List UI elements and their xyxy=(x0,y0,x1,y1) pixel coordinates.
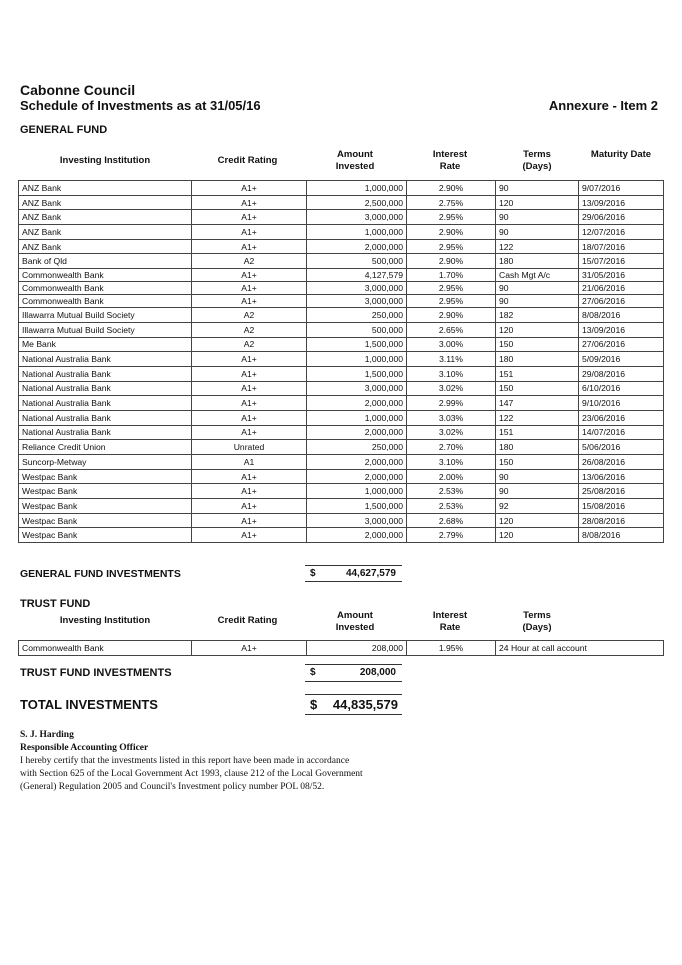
rating-cell: A1+ xyxy=(192,469,307,484)
trust-fund-heading: TRUST FUND xyxy=(20,598,91,610)
maturity-cell: 29/06/2016 xyxy=(579,210,664,225)
maturity-cell: 31/05/2016 xyxy=(579,269,664,282)
col-header-institution: Investing Institution xyxy=(59,155,151,166)
maturity-cell: 18/07/2016 xyxy=(579,239,664,254)
institution-cell: ANZ Bank xyxy=(19,195,192,210)
terms-cell: 182 xyxy=(496,308,579,323)
table-row xyxy=(19,513,664,528)
rating-cell: A1+ xyxy=(192,641,307,656)
rate-cell: 2.95% xyxy=(407,239,496,254)
terms-cell: 120 xyxy=(496,195,579,210)
terms-cell: 180 xyxy=(496,352,579,367)
institution-cell: ANZ Bank xyxy=(19,239,192,254)
amount-cell: 2,000,000 xyxy=(307,469,407,484)
rating-cell: A1+ xyxy=(192,425,307,440)
table-row xyxy=(19,181,664,196)
total-investments-currency: $ xyxy=(310,697,318,712)
rating-cell: A2 xyxy=(192,322,307,337)
rating-cell: A2 xyxy=(192,308,307,323)
maturity-cell: 5/09/2016 xyxy=(579,352,664,367)
institution-cell: National Australia Bank xyxy=(19,425,192,440)
trust-col-header-terms-line2: (Days) xyxy=(522,622,552,633)
maturity-cell: 26/08/2016 xyxy=(579,455,664,470)
amount-cell: 250,000 xyxy=(307,440,407,455)
rating-cell: A1+ xyxy=(192,366,307,381)
rate-cell: 2.99% xyxy=(407,396,496,411)
general-fund-total-label: GENERAL FUND INVESTMENTS xyxy=(20,568,181,580)
rate-cell: 3.02% xyxy=(407,425,496,440)
col-header-maturity: Maturity Date xyxy=(590,149,652,160)
institution-cell: ANZ Bank xyxy=(19,181,192,196)
rating-cell: A1+ xyxy=(192,269,307,282)
table-row xyxy=(19,641,664,656)
amount-cell: 3,000,000 xyxy=(307,295,407,308)
organisation-name: Cabonne Council xyxy=(20,82,136,98)
col-header-terms xyxy=(497,149,577,173)
rate-cell: 2.65% xyxy=(407,322,496,337)
col-header-rate-line2: Rate xyxy=(439,161,461,172)
signatory-name: S. J. Harding xyxy=(20,730,74,740)
trust-col-header-amount-line1: Amount xyxy=(337,610,373,621)
rate-cell: 3.03% xyxy=(407,410,496,425)
rate-cell: 2.90% xyxy=(407,254,496,269)
table-row xyxy=(19,195,664,210)
amount-cell: 1,000,000 xyxy=(307,484,407,499)
table-row xyxy=(19,239,664,254)
maturity-cell: 8/08/2016 xyxy=(579,528,664,543)
rating-cell: A1+ xyxy=(192,410,307,425)
table-row xyxy=(19,352,664,367)
institution-cell: Suncorp-Metway xyxy=(19,455,192,470)
rating-cell: A1+ xyxy=(192,210,307,225)
institution-cell: Commonwealth Bank xyxy=(19,282,192,295)
amount-cell: 1,000,000 xyxy=(307,352,407,367)
total-investments-label: TOTAL INVESTMENTS xyxy=(20,697,158,712)
terms-cell: 90 xyxy=(496,295,579,308)
terms-cell: 180 xyxy=(496,440,579,455)
terms-cell: 150 xyxy=(496,381,579,396)
maturity-cell: 27/06/2016 xyxy=(579,295,664,308)
annexure-label: Annexure - Item 2 xyxy=(548,98,658,113)
amount-cell: 4,127,579 xyxy=(307,269,407,282)
trust-col-header-terms-line1: Terms xyxy=(523,610,551,621)
table-row xyxy=(19,425,664,440)
amount-cell: 2,000,000 xyxy=(307,396,407,411)
table-row xyxy=(19,337,664,352)
rating-cell: A2 xyxy=(192,254,307,269)
terms-cell: 120 xyxy=(496,528,579,543)
terms-cell: 180 xyxy=(496,254,579,269)
general-fund-total-value: 44,627,579 xyxy=(345,568,396,579)
terms-cell: 90 xyxy=(496,225,579,240)
amount-cell: 2,500,000 xyxy=(307,195,407,210)
maturity-cell: 23/06/2016 xyxy=(579,410,664,425)
terms-cell: 24 Hour at call account xyxy=(496,641,664,656)
amount-cell: 3,000,000 xyxy=(307,282,407,295)
maturity-cell: 9/07/2016 xyxy=(579,181,664,196)
trust-col-header-terms xyxy=(497,610,577,634)
trust-col-header-rate-line1: Interest xyxy=(432,610,468,621)
maturity-cell: 13/09/2016 xyxy=(579,195,664,210)
maturity-cell: 25/08/2016 xyxy=(579,484,664,499)
rate-cell: 2.75% xyxy=(407,195,496,210)
institution-cell: Illawarra Mutual Build Society xyxy=(19,308,192,323)
certification-line-1: I hereby certify that the investments listed in this report have been made in accordance xyxy=(20,756,350,766)
amount-cell: 2,000,000 xyxy=(307,239,407,254)
rate-cell: 2.95% xyxy=(407,282,496,295)
rating-cell: A1+ xyxy=(192,396,307,411)
rate-cell: 2.00% xyxy=(407,469,496,484)
rate-cell: 1.70% xyxy=(407,269,496,282)
rate-cell: 3.10% xyxy=(407,455,496,470)
table-row xyxy=(19,528,664,543)
table-row xyxy=(19,455,664,470)
rating-cell: A2 xyxy=(192,337,307,352)
table-row xyxy=(19,499,664,514)
terms-cell: 90 xyxy=(496,484,579,499)
institution-cell: Westpac Bank xyxy=(19,484,192,499)
col-header-amount-line2: Invested xyxy=(335,161,375,172)
rate-cell: 2.90% xyxy=(407,308,496,323)
rate-cell: 2.95% xyxy=(407,295,496,308)
rate-cell: 3.02% xyxy=(407,381,496,396)
trust-col-header-institution: Investing Institution xyxy=(59,615,151,626)
table-row xyxy=(19,210,664,225)
maturity-cell: 6/10/2016 xyxy=(579,381,664,396)
institution-cell: Westpac Bank xyxy=(19,469,192,484)
amount-cell: 500,000 xyxy=(307,322,407,337)
table-row xyxy=(19,381,664,396)
maturity-cell: 21/06/2016 xyxy=(579,282,664,295)
terms-cell: Cash Mgt A/c xyxy=(496,269,579,282)
rate-cell: 2.53% xyxy=(407,499,496,514)
institution-cell: Reliance Credit Union xyxy=(19,440,192,455)
rating-cell: A1+ xyxy=(192,499,307,514)
terms-cell: 151 xyxy=(496,425,579,440)
terms-cell: 150 xyxy=(496,337,579,352)
terms-cell: 90 xyxy=(496,469,579,484)
table-row xyxy=(19,282,664,295)
trust-fund-total-value: 208,000 xyxy=(359,667,396,678)
amount-cell: 208,000 xyxy=(307,641,407,656)
terms-cell: 122 xyxy=(496,410,579,425)
col-header-rating: Credit Rating xyxy=(217,155,278,166)
terms-cell: 122 xyxy=(496,239,579,254)
terms-cell: 147 xyxy=(496,396,579,411)
col-header-terms-line1: Terms xyxy=(523,149,551,160)
rating-cell: A1+ xyxy=(192,484,307,499)
rate-cell: 2.79% xyxy=(407,528,496,543)
rate-cell: 2.70% xyxy=(407,440,496,455)
amount-cell: 3,000,000 xyxy=(307,513,407,528)
schedule-title: Schedule of Investments as at 31/05/16 xyxy=(20,98,261,113)
amount-cell: 1,500,000 xyxy=(307,366,407,381)
table-row xyxy=(19,366,664,381)
col-header-rate-line1: Interest xyxy=(432,149,468,160)
total-investments-value: 44,835,579 xyxy=(332,697,398,712)
rate-cell: 1.95% xyxy=(407,641,496,656)
amount-cell: 1,000,000 xyxy=(307,225,407,240)
col-header-amount-line1: Amount xyxy=(337,149,373,160)
maturity-cell: 12/07/2016 xyxy=(579,225,664,240)
table-row xyxy=(19,410,664,425)
maturity-cell: 14/07/2016 xyxy=(579,425,664,440)
rating-cell: A1+ xyxy=(192,181,307,196)
amount-cell: 1,000,000 xyxy=(307,410,407,425)
institution-cell: Commonwealth Bank xyxy=(19,641,192,656)
rating-cell: Unrated xyxy=(192,440,307,455)
rate-cell: 3.00% xyxy=(407,337,496,352)
rating-cell: A1+ xyxy=(192,282,307,295)
general-fund-heading: GENERAL FUND xyxy=(20,124,108,136)
institution-cell: Commonwealth Bank xyxy=(19,295,192,308)
table-row xyxy=(19,225,664,240)
institution-cell: Me Bank xyxy=(19,337,192,352)
col-header-amount xyxy=(310,149,400,173)
trust-col-header-rate xyxy=(410,610,490,634)
amount-cell: 250,000 xyxy=(307,308,407,323)
terms-cell: 151 xyxy=(496,366,579,381)
general-fund-total-currency: $ xyxy=(310,568,316,579)
terms-cell: 150 xyxy=(496,455,579,470)
rating-cell: A1+ xyxy=(192,381,307,396)
rate-cell: 3.11% xyxy=(407,352,496,367)
amount-cell: 500,000 xyxy=(307,254,407,269)
amount-cell: 1,000,000 xyxy=(307,181,407,196)
maturity-cell: 29/08/2016 xyxy=(579,366,664,381)
col-header-rate xyxy=(410,149,490,173)
col-header-terms-line2: (Days) xyxy=(522,161,552,172)
maturity-cell: 15/08/2016 xyxy=(579,499,664,514)
institution-cell: Illawarra Mutual Build Society xyxy=(19,322,192,337)
terms-cell: 90 xyxy=(496,181,579,196)
rating-cell: A1+ xyxy=(192,225,307,240)
rating-cell: A1+ xyxy=(192,295,307,308)
table-row xyxy=(19,322,664,337)
rating-cell: A1+ xyxy=(192,352,307,367)
trust-fund-total-label: TRUST FUND INVESTMENTS xyxy=(20,667,172,679)
amount-cell: 2,000,000 xyxy=(307,528,407,543)
table-row xyxy=(19,269,664,282)
trust-col-header-rate-line2: Rate xyxy=(439,622,461,633)
amount-cell: 1,500,000 xyxy=(307,337,407,352)
amount-cell: 3,000,000 xyxy=(307,381,407,396)
maturity-cell: 13/06/2016 xyxy=(579,469,664,484)
amount-cell: 1,500,000 xyxy=(307,499,407,514)
terms-cell: 92 xyxy=(496,499,579,514)
institution-cell: National Australia Bank xyxy=(19,410,192,425)
table-row xyxy=(19,308,664,323)
maturity-cell: 5/06/2016 xyxy=(579,440,664,455)
maturity-cell: 15/07/2016 xyxy=(579,254,664,269)
rate-cell: 2.68% xyxy=(407,513,496,528)
rate-cell: 2.95% xyxy=(407,210,496,225)
institution-cell: National Australia Bank xyxy=(19,366,192,381)
maturity-cell: 13/09/2016 xyxy=(579,322,664,337)
general-fund-table-body xyxy=(19,181,664,543)
amount-cell: 3,000,000 xyxy=(307,210,407,225)
rating-cell: A1 xyxy=(192,455,307,470)
rate-cell: 2.53% xyxy=(407,484,496,499)
terms-cell: 120 xyxy=(496,322,579,337)
table-row xyxy=(19,469,664,484)
trust-fund-total-currency: $ xyxy=(310,667,316,678)
institution-cell: National Australia Bank xyxy=(19,396,192,411)
trust-col-header-rating: Credit Rating xyxy=(217,615,278,626)
trust-col-header-amount xyxy=(310,610,400,634)
institution-cell: Westpac Bank xyxy=(19,528,192,543)
institution-cell: Westpac Bank xyxy=(19,513,192,528)
rating-cell: A1+ xyxy=(192,513,307,528)
terms-cell: 90 xyxy=(496,210,579,225)
rate-cell: 2.90% xyxy=(407,225,496,240)
rating-cell: A1+ xyxy=(192,195,307,210)
maturity-cell: 8/08/2016 xyxy=(579,308,664,323)
trust-col-header-amount-line2: Invested xyxy=(335,622,375,633)
institution-cell: National Australia Bank xyxy=(19,381,192,396)
maturity-cell: 27/06/2016 xyxy=(579,337,664,352)
institution-cell: ANZ Bank xyxy=(19,210,192,225)
institution-cell: ANZ Bank xyxy=(19,225,192,240)
rate-cell: 3.10% xyxy=(407,366,496,381)
certification-line-2: with Section 625 of the Local Government Act 1993, clause 212 of the Local Government xyxy=(20,769,363,779)
terms-cell: 120 xyxy=(496,513,579,528)
table-row xyxy=(19,295,664,308)
institution-cell: Bank of Qld xyxy=(19,254,192,269)
certification-line-3: (General) Regulation 2005 and Council's Investment policy number POL 08/52. xyxy=(20,782,325,792)
rating-cell: A1+ xyxy=(192,528,307,543)
terms-cell: 90 xyxy=(496,282,579,295)
table-row xyxy=(19,396,664,411)
amount-cell: 2,000,000 xyxy=(307,455,407,470)
institution-cell: National Australia Bank xyxy=(19,352,192,367)
general-fund-table xyxy=(18,180,664,543)
signatory-role: Responsible Accounting Officer xyxy=(20,743,149,753)
trust-fund-table xyxy=(18,640,664,656)
institution-cell: Commonwealth Bank xyxy=(19,269,192,282)
institution-cell: Westpac Bank xyxy=(19,499,192,514)
maturity-cell: 9/10/2016 xyxy=(579,396,664,411)
amount-cell: 2,000,000 xyxy=(307,425,407,440)
table-row xyxy=(19,254,664,269)
table-row xyxy=(19,484,664,499)
rating-cell: A1+ xyxy=(192,239,307,254)
rate-cell: 2.90% xyxy=(407,181,496,196)
maturity-cell: 28/08/2016 xyxy=(579,513,664,528)
table-row xyxy=(19,440,664,455)
